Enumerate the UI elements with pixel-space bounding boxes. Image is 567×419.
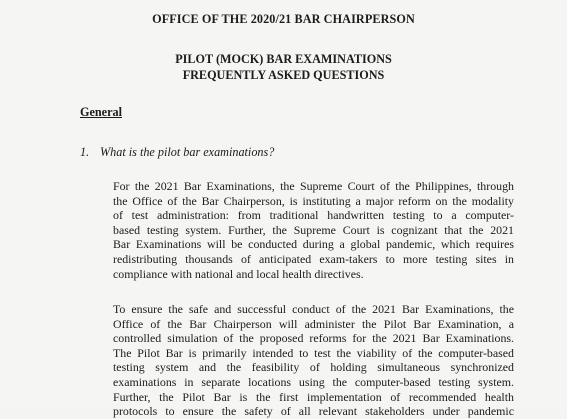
answer-paragraph-2 [113, 302, 514, 419]
paragraph-line: To ensure the safe and successful conduct of the 2021 Bar Examinations, the [113, 302, 514, 316]
section-heading-general: General [80, 105, 122, 119]
paragraph-line: Further, the Pilot Bar is the first implementation of recommended health [113, 389, 514, 404]
document-title [0, 51, 567, 83]
title-line-1: PILOT (MOCK) BAR EXAMINATIONS [175, 52, 392, 66]
paragraph-line: examinations in separate locations using the computer-based testing system. [113, 374, 514, 389]
paragraph-line: compliance with national and local health directives. [113, 266, 364, 281]
paragraph-line: redistributing thousands of anticipated exam-takers to more testing sites in [113, 251, 514, 266]
paragraph-line: controlled simulation of the proposed reforms for the 2021 Bar Examinations. [113, 331, 514, 346]
paragraph-line: Bar Examinations will be conducted during a global pandemic, which requires [113, 237, 514, 252]
title-line-2: FREQUENTLY ASKED QUESTIONS [182, 68, 385, 82]
paragraph-line: Office of the Bar Chairperson will administer the Pilot Bar Examination, a [113, 316, 514, 331]
question-1 [80, 145, 274, 160]
paragraph-line: of test administration: from traditional handwritten testing to a computer- [113, 208, 514, 223]
question-text: What is the pilot bar examinations? [100, 145, 275, 159]
paragraph-line: protocols to ensure the safety of all relevant stakeholders under pandemic [113, 404, 514, 419]
paragraph-line: testing system and the feasibility of holding simultaneous synchronized [113, 360, 514, 375]
question-number: 1. [80, 145, 90, 159]
paragraph-line: based testing system. Further, the Supreme Court is cognizant that the 2021 [113, 222, 514, 237]
paragraph-line: The Pilot Bar is primarily intended to test the viability of the computer-based [113, 345, 514, 360]
office-heading: OFFICE OF THE 2020/21 BAR CHAIRPERSON [152, 12, 415, 26]
answer-paragraph-1 [113, 179, 514, 281]
paragraph-line: For the 2021 Bar Examinations, the Supreme Court of the Philippines, through [113, 179, 514, 193]
paragraph-line: the Office of the Bar Chairperson, is instituting a major reform on the modality [113, 193, 514, 208]
